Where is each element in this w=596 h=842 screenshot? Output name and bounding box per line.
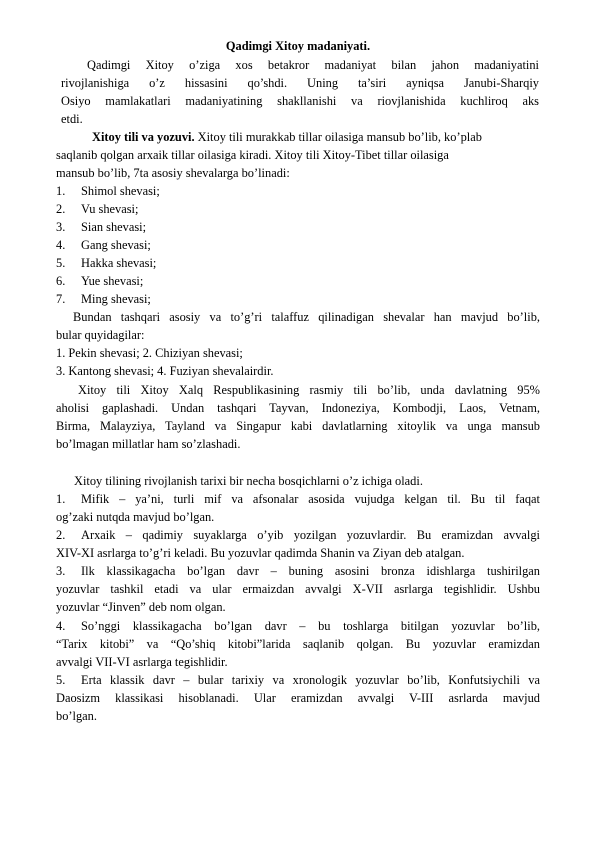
stage-3-line-1: 3. Ilk klassikagacha bo’lgan davr – buning asosini bronza idishlarga tushirilgan [56, 564, 540, 578]
han-line-3: 1. Pekin shevasi; 2. Chiziyan shevasi; [56, 346, 243, 360]
stage-4-line-2: “Tarix kitobi” va “Qo’shiq kitobi”larida saqlanib qolgan. Bu yozuvlar eramizdan [56, 637, 540, 651]
stage-4-line-3: avvalgi VII-VI asrlarga tegishlidir. [56, 655, 228, 669]
han-line-2: bular quyidagilar: [56, 328, 145, 342]
page-title: Qadimgi Xitoy madaniyati. [225, 39, 371, 53]
intro-line-2: rivojlanishiga o’z hissasini qo’shdi. Uning ta’siri ayniqsa Janubi-Sharqiy [61, 76, 539, 90]
stage-5-line-2: Daosizm klassikasi hisoblanadi. Ular eramizdan avvalgi V-III asrlarda mavjud [56, 691, 540, 705]
stage-3-line-3: yozuvlar “Jinven” deb nom olgan. [56, 600, 226, 614]
list-item: 1. Shimol shevasi; [56, 184, 160, 198]
list-item: 7. Ming shevasi; [56, 292, 151, 306]
official-line-4: bo’lmagan millatlar ham so’zlashadi. [56, 437, 241, 451]
stage-5-line-3: bo’lgan. [56, 709, 97, 723]
official-line-3: Birma, Malayziya, Tayland va Singapur kabi davlatlarning xitoylik va unga mansub [56, 419, 540, 433]
official-line-2: aholisi gaplashadi. Undan tashqari Tayvan, Indoneziya, Kombodji, Laos, Vetnam, [56, 401, 540, 415]
list-item: 6. Yue shevasi; [56, 274, 144, 288]
stage-1-line-1: 1. Mifik – ya’ni, turli mif va afsonalar asosida vujudga kelgan til. Bu til faqat [56, 492, 540, 506]
stage-2-line-2: XIV-XI asrlarga to’g’ri keladi. Bu yozuvlar qadimda Shanin va Ziyan deb atalgan. [56, 546, 465, 560]
intro-line-1: Qadimgi Xitoy o’ziga xos betakror madaniyat bilan jahon madaniyatini [87, 58, 539, 72]
han-line-1: Bundan tashqari asosiy va to’g’ri talaffuz qilinadigan shevalar han mavjud bo’lib, [73, 310, 540, 324]
stage-2-line-1: 2. Arxaik – qadimiy suyaklarga o’yib yozilgan yozuvlardir. Bu eramizdan avvalgi [56, 528, 540, 542]
stage-1-line-2: og’zaki nutqda mavjud bo’lgan. [56, 510, 215, 524]
official-line-1: Xitoy tili Xitoy Xalq Respublikasining rasmiy tili bo’lib, unda davlatning 95% [78, 383, 540, 397]
list-item: 2. Vu shevasi; [56, 202, 139, 216]
lang-text-1: Xitoy tili murakkab tillar oilasiga mansub bo’lib, ko’plab [194, 130, 482, 144]
stage-4-line-1: 4. So’nggi klassikagacha bo’lgan davr – bu toshlarga bitilgan yozuvlar bo’lib, [56, 619, 540, 633]
intro-line-3: Osiyo mamlakatlari madaniyatining shakllanishi va riovjlanishida kuchliroq aks [61, 94, 539, 108]
lang-line-2: saqlanib qolgan arxaik tillar oilasiga kiradi. Xitoy tili Xitoy-Tibet tillar oilasiga [56, 148, 449, 162]
list-item: 5. Hakka shevasi; [56, 256, 157, 270]
history-intro: Xitoy tilining rivojlanish tarixi bir necha bosqichlarni o’z ichiga oladi. [74, 474, 423, 488]
stage-5-line-1: 5. Erta klassik davr – bular tarixiy va xronologik yozuvlar bo’lib, Konfutsiychili va [56, 673, 540, 687]
intro-line-4: etdi. [61, 112, 83, 126]
list-item: 4. Gang shevasi; [56, 238, 151, 252]
han-line-4: 3. Kantong shevasi; 4. Fuziyan shevalairdir. [56, 364, 274, 378]
lang-line-1 [92, 128, 482, 146]
list-item: 3. Sian shevasi; [56, 220, 147, 234]
lang-line-3: mansub bo’lib, 7ta asosiy shevalarga bo’linadi: [56, 166, 290, 180]
stage-3-line-2: yozuvlar tashkil etadi va ular ermaizdan avvalgi X-VII asrlarga tegishlidir. Ushbu [56, 582, 540, 596]
lang-heading: Xitoy tili va yozuvi. [92, 130, 195, 144]
